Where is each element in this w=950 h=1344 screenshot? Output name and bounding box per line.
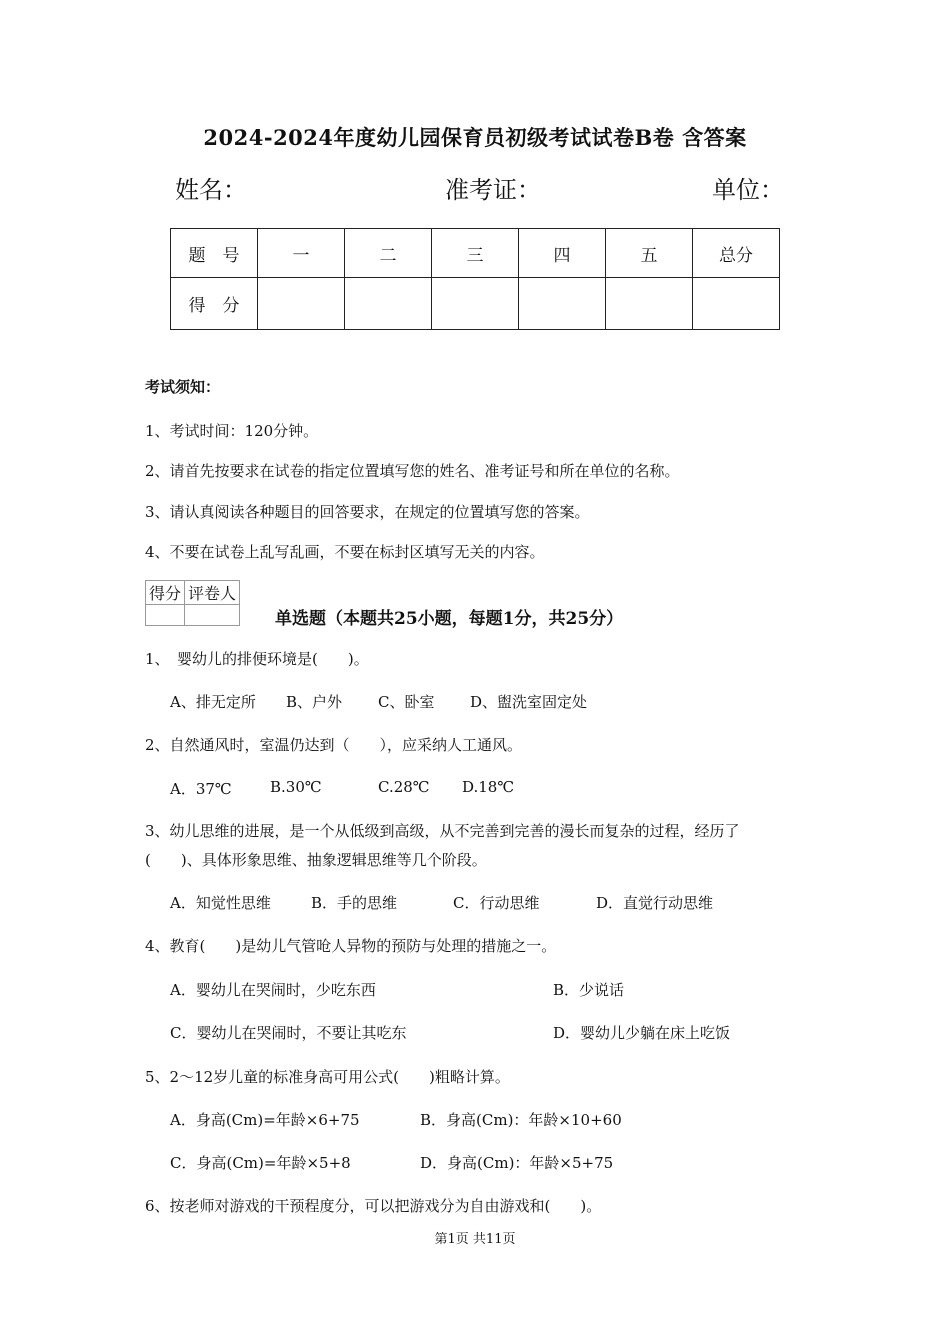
page-title: 2024-2024年度幼儿园保育员初级考试试卷B卷 含答案 xyxy=(203,125,747,150)
score-table-header-row xyxy=(171,229,780,278)
grader-reviewer-cell[interactable] xyxy=(185,605,240,626)
option: A．婴幼儿在哭闹时，少吃东西 xyxy=(170,981,376,999)
score-row-label: 得 分 xyxy=(171,278,258,330)
header-cell: 一 xyxy=(258,229,345,278)
option: B．少说话 xyxy=(553,981,625,999)
header-cell: 五 xyxy=(606,229,693,278)
exam-id-label: 准考证： xyxy=(445,176,541,204)
option: C．行动思维 xyxy=(453,894,540,912)
question-stem: 1、 婴幼儿的排便环境是( )。 xyxy=(145,650,369,668)
unit-label: 单位： xyxy=(712,176,784,204)
grader-box xyxy=(145,580,240,626)
option: C．身高(Cm)=年龄×5+8 xyxy=(170,1154,351,1172)
notice-heading: 考试须知： xyxy=(145,378,221,396)
option: B.30℃ xyxy=(270,778,322,796)
question-stem: 4、教育( )是幼儿气管呛人异物的预防与处理的措施之一。 xyxy=(145,937,557,955)
grader-score-label: 得分 xyxy=(146,581,185,605)
notice-item: 4、不要在试卷上乱写乱画，不要在标封区填写无关的内容。 xyxy=(145,543,545,561)
name-label: 姓名： xyxy=(175,176,247,204)
option: D．身高(Cm)：年龄×5+75 xyxy=(420,1154,614,1172)
option: B．手的思维 xyxy=(311,894,398,912)
score-table-score-row xyxy=(171,278,780,330)
option: A．知觉性思维 xyxy=(170,894,271,912)
question-stem-continued: ( )、具体形象思维、抽象逻辑思维等几个阶段。 xyxy=(145,851,487,869)
option: D.18℃ xyxy=(462,778,515,796)
option: C.28℃ xyxy=(378,778,430,796)
score-cell[interactable] xyxy=(693,278,780,330)
section-title: 单选题（本题共25小题，每题1分，共25分） xyxy=(275,609,624,629)
score-cell[interactable] xyxy=(432,278,519,330)
option: A．身高(Cm)=年龄×6+75 xyxy=(170,1111,360,1129)
score-table xyxy=(170,228,780,330)
grader-score-cell[interactable] xyxy=(146,605,185,626)
candidate-fields xyxy=(175,170,785,206)
score-cell[interactable] xyxy=(258,278,345,330)
page-footer: 第1页 共11页 xyxy=(434,1232,516,1247)
score-cell[interactable] xyxy=(519,278,606,330)
option: B．身高(Cm)：年龄×10+60 xyxy=(420,1111,622,1129)
score-cell[interactable] xyxy=(345,278,432,330)
option: C．婴幼儿在哭闹时，不要让其吃东 xyxy=(170,1024,407,1042)
question-stem: 5、2～12岁儿童的标准身高可用公式( )粗略计算。 xyxy=(145,1068,510,1086)
header-cell: 题 号 xyxy=(171,229,258,278)
option: B、户外 xyxy=(286,693,343,711)
header-cell: 三 xyxy=(432,229,519,278)
notice-item: 3、请认真阅读各种题目的回答要求，在规定的位置填写您的答案。 xyxy=(145,503,590,521)
option: D．婴幼儿少躺在床上吃饭 xyxy=(553,1024,731,1042)
header-cell: 四 xyxy=(519,229,606,278)
question-stem: 6、按老师对游戏的干预程度分，可以把游戏分为自由游戏和( )。 xyxy=(145,1197,602,1215)
question-stem: 2、自然通风时，室温仍达到（ ），应采纳人工通风。 xyxy=(145,736,523,754)
question-stem: 3、幼儿思维的进展，是一个从低级到高级，从不完善到完善的漫长而复杂的过程，经历了 xyxy=(145,822,740,840)
option: A．37℃ xyxy=(170,780,232,798)
option: A、排无定所 xyxy=(170,693,256,711)
score-cell[interactable] xyxy=(606,278,693,330)
option: D．直觉行动思维 xyxy=(596,894,714,912)
notice-item: 2、请首先按要求在试卷的指定位置填写您的姓名、准考证号和所在单位的名称。 xyxy=(145,462,680,480)
header-cell: 总分 xyxy=(693,229,780,278)
notice-item: 1、考试时间：120分钟。 xyxy=(145,422,319,440)
grader-reviewer-label: 评卷人 xyxy=(185,581,240,605)
header-cell: 二 xyxy=(345,229,432,278)
option: C、卧室 xyxy=(378,693,435,711)
option: D、盥洗室固定处 xyxy=(470,693,588,711)
